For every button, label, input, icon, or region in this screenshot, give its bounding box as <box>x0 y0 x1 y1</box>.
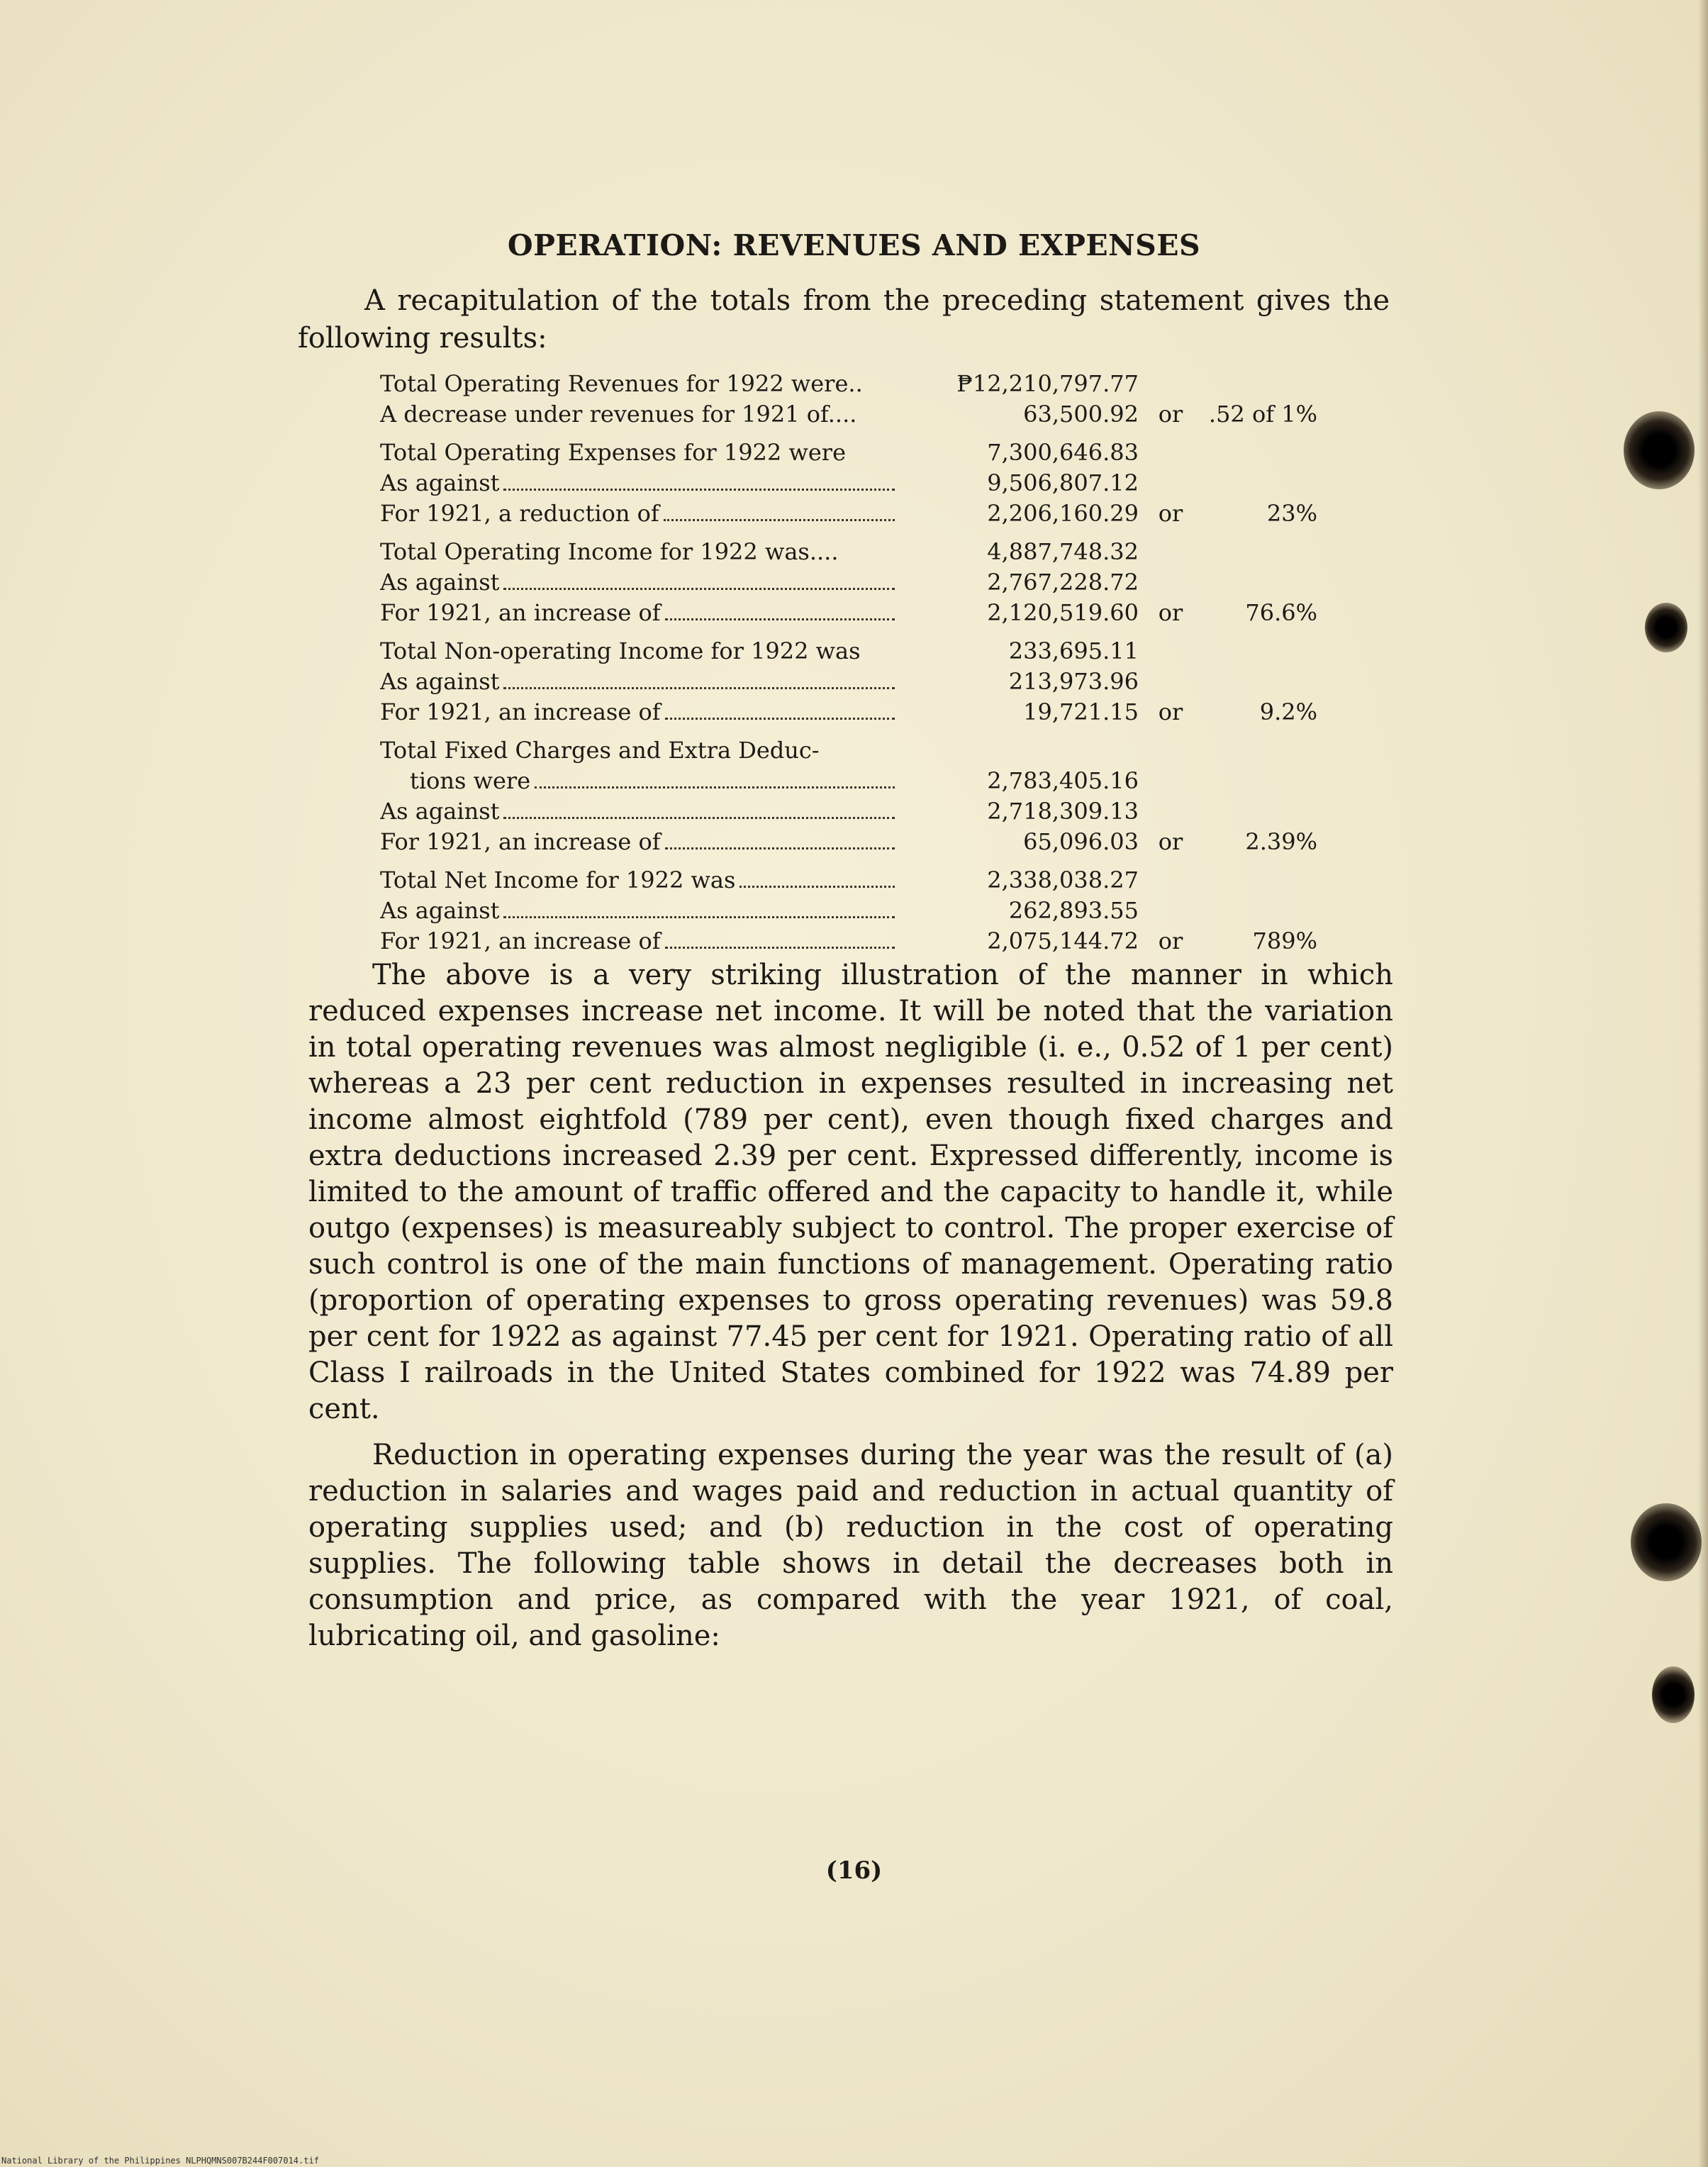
dot-leader <box>503 916 895 918</box>
summary-row-percent: 789% <box>1252 927 1317 954</box>
summary-row-amount: 19,721.15 <box>1023 698 1139 725</box>
summary-row-label: For 1921, an increase of <box>380 827 898 857</box>
summary-row-amount: 213,973.96 <box>1008 668 1139 695</box>
summary-row-or: or <box>1158 401 1183 428</box>
summary-row-label: As against <box>380 667 898 697</box>
summary-row-amount: 2,767,228.72 <box>987 569 1139 596</box>
summary-row <box>380 468 1373 498</box>
summary-row <box>380 926 1373 957</box>
summary-row-label: As against <box>380 567 898 598</box>
summary-row <box>380 598 1373 628</box>
summary-row-label: For 1921, a reduction of <box>380 498 898 529</box>
summary-row-amount: 2,075,144.72 <box>987 927 1139 954</box>
summary-row-or: or <box>1158 698 1183 725</box>
summary-row-amount: 2,718,309.13 <box>987 798 1139 825</box>
page-edge-shadow <box>1698 0 1708 2167</box>
summary-row-label: Total Non-operating Income for 1922 was <box>380 637 861 664</box>
summary-row-or: or <box>1158 599 1183 626</box>
summary-row-label: A decrease under revenues for 1921 of.... <box>380 401 857 428</box>
summary-row-percent: 76.6% <box>1245 599 1317 626</box>
summary-row <box>380 498 1373 529</box>
dot-leader <box>665 718 895 720</box>
summary-row-percent: .52 of 1% <box>1208 401 1317 428</box>
summary-row <box>380 399 1373 430</box>
summary-row-label: Total Operating Revenues for 1922 were.. <box>380 370 863 397</box>
binding-hole-icon <box>1631 1503 1702 1581</box>
body-text <box>308 957 1393 1664</box>
summary-row-amount: 2,206,160.29 <box>987 500 1139 527</box>
binding-hole-icon <box>1652 1666 1695 1723</box>
page-heading: OPERATION: REVENUES AND EXPENSES <box>507 228 1201 262</box>
dot-leader <box>503 687 895 689</box>
dot-leader <box>665 847 895 849</box>
summary-row <box>380 735 1373 766</box>
dot-leader <box>665 618 895 620</box>
scan-caption: National Library of the Philippines NLPHQMNS007B244F007014.tif <box>1 2156 319 2166</box>
summary-row <box>380 827 1373 857</box>
summary-row-or: or <box>1158 500 1183 527</box>
summary-row-amount: 2,783,405.16 <box>987 767 1139 794</box>
summary-row <box>380 438 1373 468</box>
summary-row <box>380 796 1373 827</box>
summary-table <box>380 369 1373 957</box>
summary-row-label: Total Operating Income for 1922 was.... <box>380 538 839 565</box>
summary-row-label: For 1921, an increase of <box>380 598 898 628</box>
summary-row-amount: 233,695.11 <box>1008 637 1139 664</box>
summary-row-label: As against <box>380 796 898 827</box>
summary-row-or: or <box>1158 927 1183 954</box>
summary-row-amount: 63,500.92 <box>1023 401 1139 428</box>
binding-hole-icon <box>1645 603 1687 652</box>
dot-leader <box>535 786 895 789</box>
summary-row-label: Total Fixed Charges and Extra Deduc- <box>380 737 820 764</box>
summary-row-percent: 23% <box>1266 500 1317 527</box>
dot-leader <box>665 947 895 949</box>
summary-row-amount: 7,300,646.83 <box>987 439 1139 466</box>
summary-row-or: or <box>1158 828 1183 855</box>
summary-row-label: As against <box>380 468 898 498</box>
summary-row-percent: 9.2% <box>1259 698 1317 725</box>
summary-row <box>380 865 1373 896</box>
summary-row-label: tions were <box>380 766 898 796</box>
summary-row-label: For 1921, an increase of <box>380 926 898 957</box>
body-paragraph: Reduction in operating expenses during the year was the result of (a) reduction in salaries and wages paid and reduction in actual quantity of operating supplies used; and (b) reduction in the cost of operating supplies. The following table shows in detail the decreases both in consumption and price, as compared with the year 1921, of coal, lubricating oil, and gasoline: <box>308 1439 1393 1652</box>
summary-row-amount: 262,893.55 <box>1008 897 1139 924</box>
summary-row-amount: 2,120,519.60 <box>987 599 1139 626</box>
summary-row-amount: ₱12,210,797.77 <box>956 370 1139 397</box>
intro-paragraph: A recapitulation of the totals from the preceding statement gives the following results: <box>298 284 1390 355</box>
dot-leader <box>503 489 895 491</box>
summary-row-label: For 1921, an increase of <box>380 697 898 728</box>
dot-leader <box>503 817 895 819</box>
summary-row <box>380 896 1373 926</box>
summary-row-amount: 9,506,807.12 <box>987 469 1139 496</box>
summary-row-amount: 2,338,038.27 <box>987 867 1139 893</box>
summary-row <box>380 567 1373 598</box>
summary-row <box>380 766 1373 796</box>
dot-leader <box>739 886 895 888</box>
summary-row-amount: 65,096.03 <box>1023 828 1139 855</box>
summary-row-amount: 4,887,748.32 <box>987 538 1139 565</box>
page-number: (16) <box>825 1856 883 1885</box>
summary-row-label: As against <box>380 896 898 926</box>
binding-hole-icon <box>1624 411 1695 489</box>
dot-leader <box>664 519 895 521</box>
summary-row <box>380 667 1373 697</box>
summary-row <box>380 697 1373 728</box>
dot-leader <box>503 588 895 590</box>
summary-row-label: Total Net Income for 1922 was <box>380 865 898 896</box>
summary-row-percent: 2.39% <box>1245 828 1317 855</box>
body-paragraph: The above is a very striking illustration of the manner in which reduced expenses increase net income. It will be noted that the variation in total operating revenues was almost negligible (i. e., 0.52 of 1 per cent) whereas a 23 per cent reduction in expenses resulted in increasing net income almost eightfold (789 per cent), even though fixed charges and extra deductions increased 2.39 per cent. Expressed differently, income is limited to the amount of traffic offered and the capacity to handle it, while outgo (expenses) is measureably subject to control. The proper exercise of such control is one of the main functions of management. Operating ratio (proportion of operating expenses to gross operating revenues) was 59.8 per cent for 1922 as against 77.45 per cent for 1921. Operating ratio of all Class I railroads in the United States combined for 1922 was 74.89 per cent. <box>308 959 1393 1425</box>
summary-row <box>380 537 1373 567</box>
summary-row-label: Total Operating Expenses for 1922 were <box>380 439 846 466</box>
summary-row <box>380 369 1373 399</box>
summary-row <box>380 636 1373 667</box>
